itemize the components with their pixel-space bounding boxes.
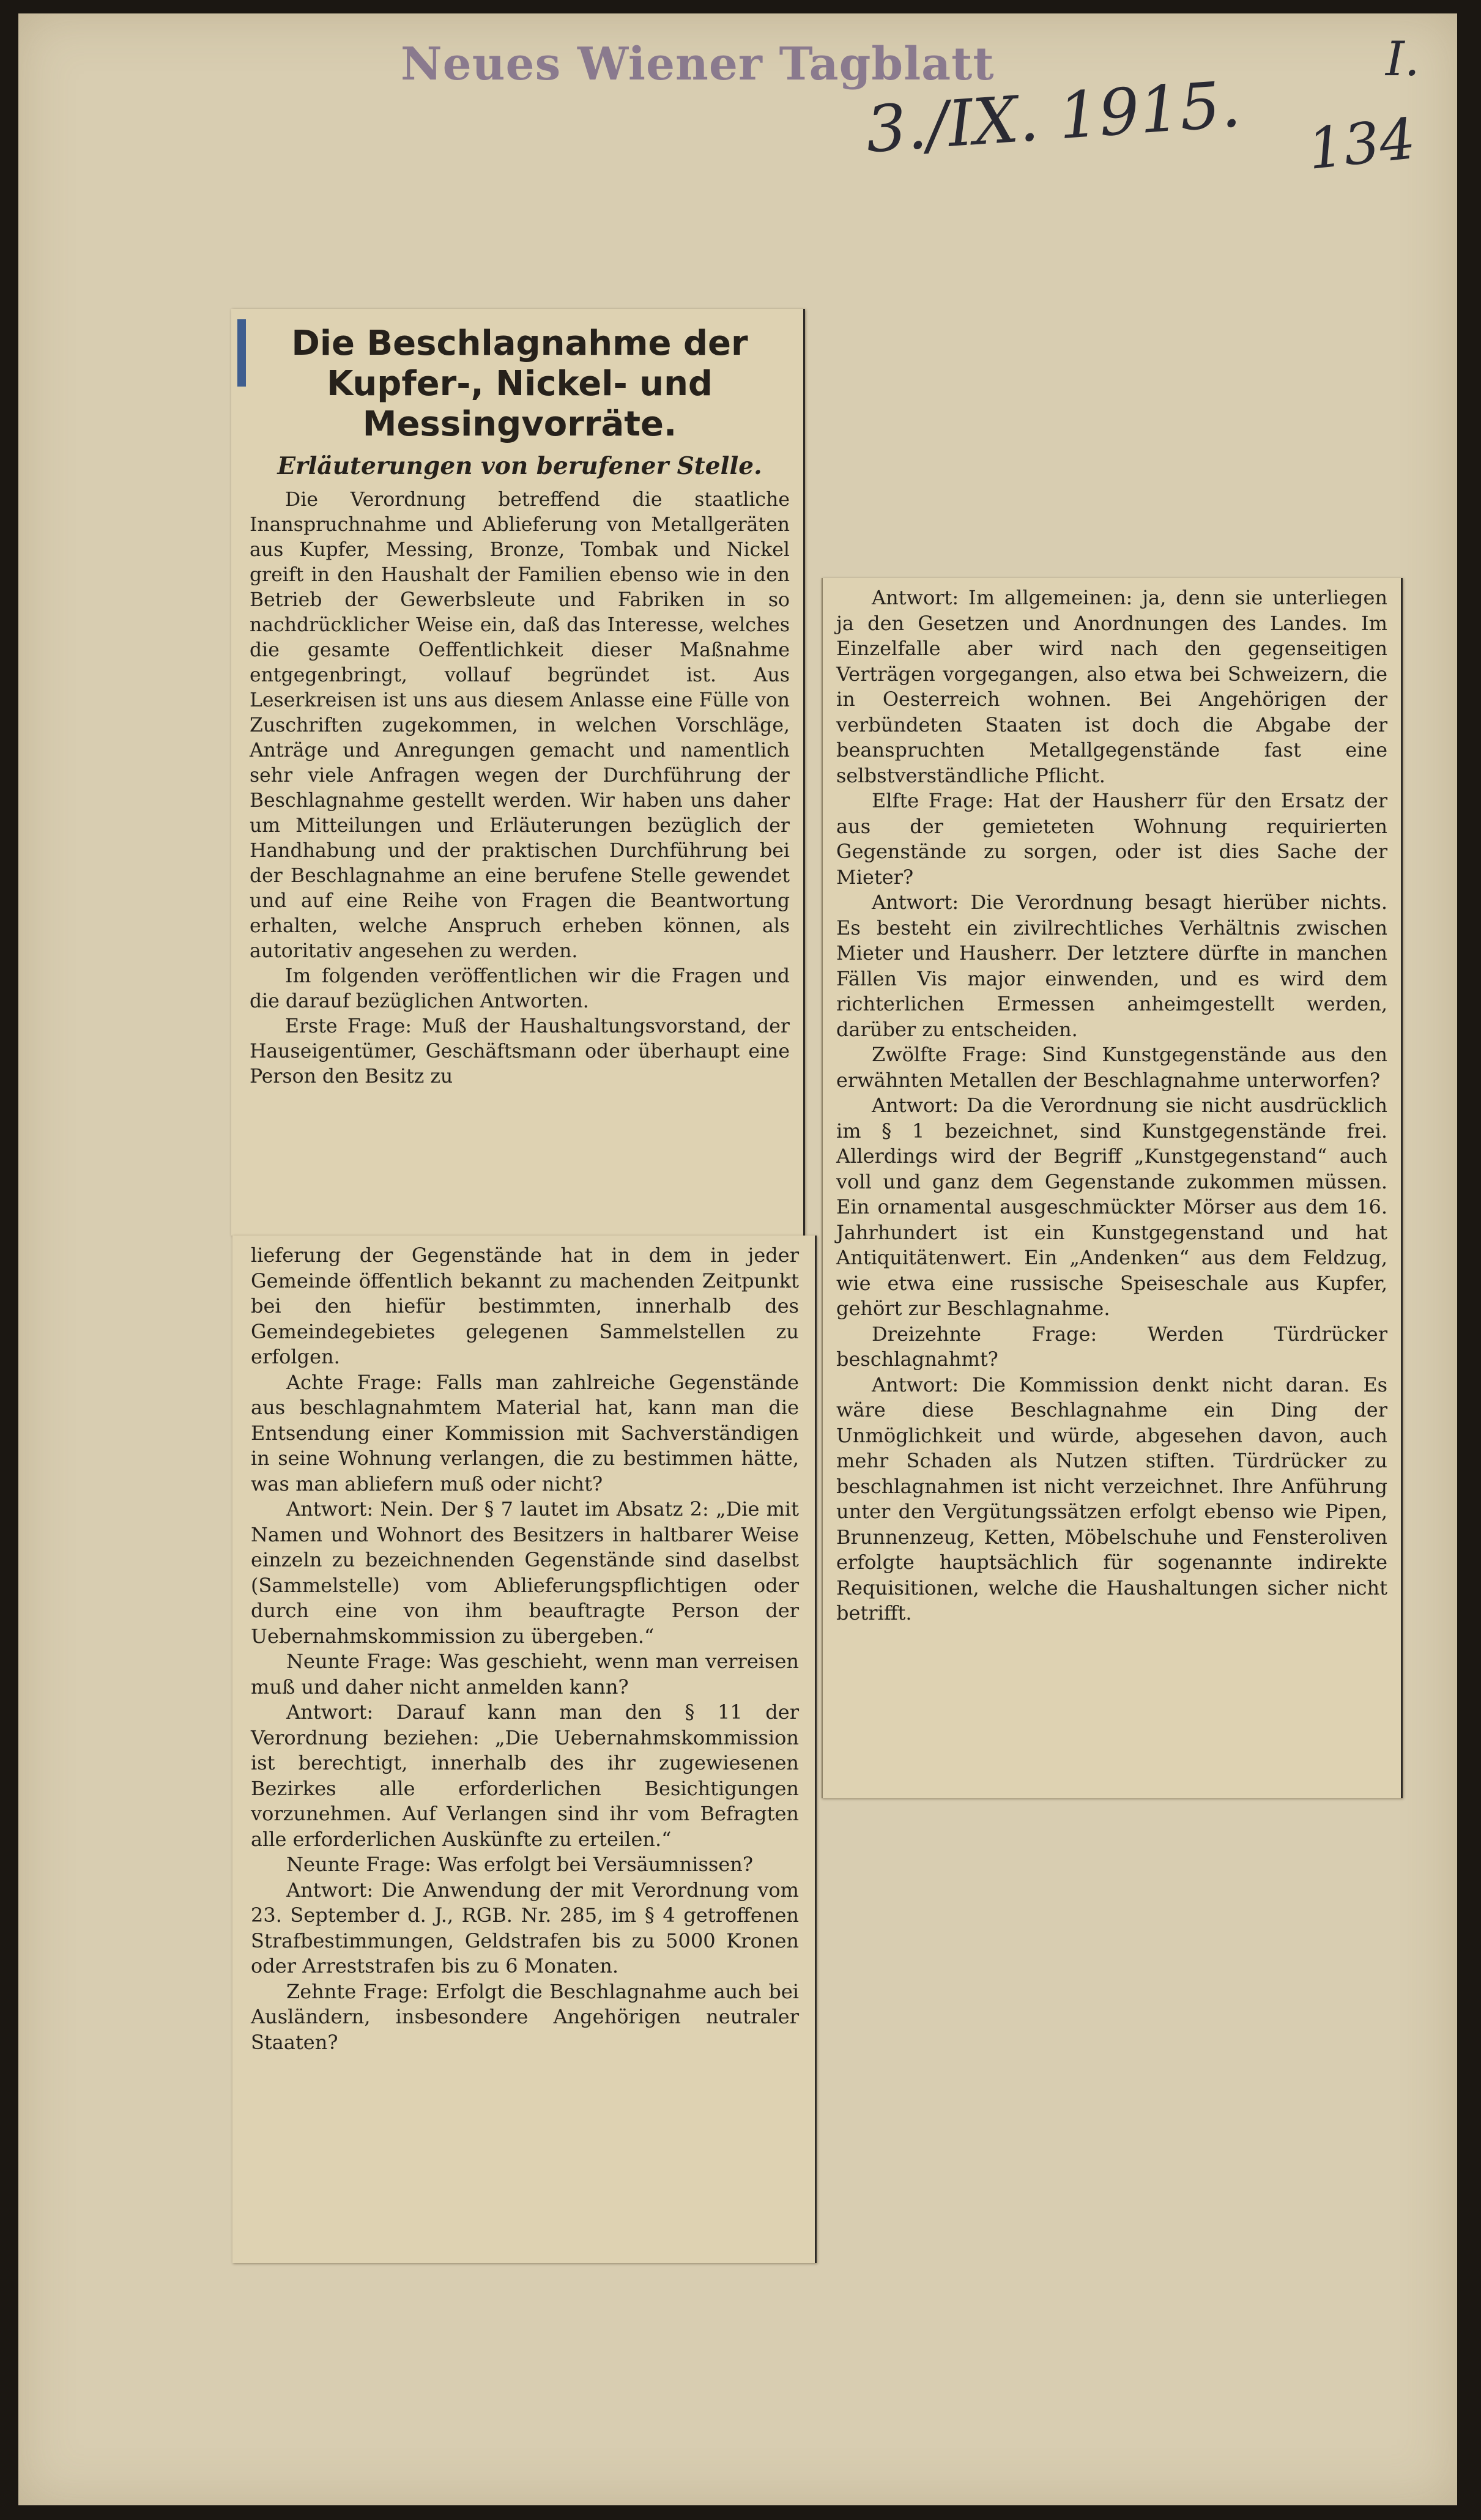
handwritten-folio-number: 134 bbox=[1304, 106, 1419, 182]
answer-paragraph: Antwort: Darauf kann man den § 11 der Verordnung beziehen: „Die Uebernahmskommission ist berechtigt, innerhalb des ihr zugewiesenen Bezirkes alle erforderlichen Besichtigungen vorzunehmen. Auf Verlangen sind ihr vom Befragten alle erforderlichen Auskünfte zu erteilen.“ bbox=[251, 1700, 799, 1851]
question-paragraph: Zehnte Frage: Erfolgt die Beschlagnahme auch bei Ausländern, insbesondere Angehörigen neutraler Staaten? bbox=[251, 1979, 799, 2054]
handwritten-date: 3./IX. 1915. bbox=[863, 66, 1243, 168]
question-paragraph: Neunte Frage: Was erfolgt bei Versäumnissen? bbox=[286, 1853, 754, 1876]
article-subheadline: Erläuterungen von berufener Stelle. bbox=[277, 452, 762, 480]
article-paragraph: Im folgenden veröffentlichen wir die Fragen und die darauf bezüglichen Antworten. bbox=[250, 965, 790, 1012]
newspaper-masthead-stamp: Neues Wiener Tagblatt bbox=[401, 38, 995, 91]
answer-paragraph: Antwort: Die Verordnung besagt hierüber nichts. Es besteht ein zivilrechtliches Verhältnis zwischen Mieter und Hausherr. Der letztere dürfte in manchen Fällen Vis major einwenden, und es wird dem richterlichen Ermessen anheimgestellt werden, darüber zu entscheiden. bbox=[836, 891, 1387, 1041]
answer-paragraph: Antwort: Die Kommission denkt nicht daran. Es wäre diese Beschlagnahme ein Ding der Unmöglichkeit und würde, abgesehen davon, auch mehr Schaden als Nutzen stiften. Türdrücker zu beschlagnahmen ist nicht verzeichnet. Ihre Anführung unter den Vergütungssätzen erfolgt ebenso wie Pipen, Brunnenzeug, Ketten, Möbelschuhe und Fensteroliven erfolgte hauptsächlich für sogenannte indirekte Requisitionen, welche die Haushaltungen sicher nicht betrifft. bbox=[836, 1373, 1387, 1625]
question-paragraph: Achte Frage: Falls man zahlreiche Gegenstände aus beschlagnahmtem Material hat, kann man die Entsendung einer Kommission mit Sachverständigen in seine Wohnung verlangen, die zu bestimmen hätte, was man abliefern muß oder nicht? bbox=[251, 1370, 799, 1495]
blue-pencil-mark bbox=[237, 319, 246, 387]
question-paragraph: Zwölfte Frage: Sind Kunstgegenstände aus den erwähnten Metallen der Beschlagnahme unterworfen? bbox=[836, 1043, 1387, 1092]
question-paragraph: Erste Frage: Muß der Haushaltungsvorstand, der Hauseigentümer, Geschäftsmann oder überhaupt eine Person den Besitz zu bbox=[250, 1015, 790, 1088]
handwritten-sheet-mark: I. bbox=[1386, 32, 1420, 87]
clipping-column-2 bbox=[232, 1236, 817, 2263]
article-paragraph: Die Verordnung betreffend die staatliche Inanspruchnahme und Ablieferung von Metallgeräten aus Kupfer, Messing, Bronze, Tombak und Nickel greift in den Haushalt der Familien ebenso wie in den Betrieb der Gewerbsleute und Fabriken in so nachdrücklicher Weise ein, daß das Interesse, welches die gesamte Oeffentlichkeit dieser Maßnahme entgegenbringt, vollauf begründet ist. Aus Leserkreisen ist uns aus diesem Anlasse eine Fülle von Zuschriften zugekommen, in welchen Vorschläge, Anträge und Anregungen gemacht und namentlich sehr viele Anfragen wegen der Durchführung der Beschlagnahme gestellt werden. Wir haben uns daher um Mitteilungen und Erläuterungen bezüglich der Handhabung und der praktischen Durchführung bei der Beschlagnahme an eine berufene Stelle gewendet und auf eine Reihe von Fragen die Beantwortung erhalten, welche Anspruch erheben können, als autoritativ angesehen zu werden. bbox=[250, 489, 790, 962]
question-paragraph: Elfte Frage: Hat der Hausherr für den Ersatz der aus der gemieteten Wohnung requirierten Gegenstände zu sorgen, oder ist dies Sache der Mieter? bbox=[836, 789, 1387, 889]
answer-paragraph: Antwort: Nein. Der § 7 lautet im Absatz 2: „Die mit Namen und Wohnort des Besitzers in haltbarer Weise einzeln zu bezeichnenden Gegenstände sind daselbst (Sammelstelle) vom Ablieferungspflichtigen oder durch eine von ihm beauftragte Person der Uebernahmskommission zu übergeben.“ bbox=[251, 1497, 799, 1648]
clipping-column-3 bbox=[822, 578, 1403, 1798]
clipping-column-1 bbox=[231, 309, 805, 1236]
article-paragraph: lieferung der Gegenstände hat in dem in jeder Gemeinde öffentlich bekannt zu machenden Zeitpunkt bei den hiefür bestimmten, innerhalb des Gemeindegebietes gelegenen Sammelstellen zu erfolgen. bbox=[251, 1243, 799, 1368]
answer-paragraph: Antwort: Im allgemeinen: ja, denn sie unterliegen ja den Gesetzen und Anordnungen des Landes. Im Einzelfalle aber wird nach den gegenseitigen Verträgen vorgegangen, also etwa bei Schweizern, die in Oesterreich wohnen. Bei Angehörigen der verbündeten Staaten ist doch die Abgabe der beanspruchten Metallgegenstände fast eine selbstverständliche Pflicht. bbox=[836, 586, 1387, 787]
question-paragraph: Dreizehnte Frage: Werden Türdrücker beschlagnahmt? bbox=[836, 1322, 1387, 1371]
question-paragraph: Neunte Frage: Was geschieht, wenn man verreisen muß und daher nicht anmelden kann? bbox=[251, 1650, 799, 1699]
answer-paragraph: Antwort: Die Anwendung der mit Verordnung vom 23. September d. J., RGB. Nr. 285, im § 4 getroffenen Strafbestimmungen, Geldstrafen bis zu 5000 Kronen oder Arreststrafen bis zu 6 Monaten. bbox=[251, 1878, 799, 1977]
answer-paragraph: Antwort: Da die Verordnung sie nicht ausdrücklich im § 1 bezeichnet, sind Kunstgegenstände frei. Allerdings wird der Begriff „Kunstgegenstand“ auch voll und ganz dem Gegenstande zukommen müssen. Ein ornamental ausgeschmückter Mörser aus dem 16. Jahrhundert ist ein Kunstgegenstand und hat Antiquitätenwert. Ein „Andenken“ aus dem Feldzug, wie etwa eine russische Speiseschale aus Kupfer, gehört zur Beschlagnahme. bbox=[836, 1094, 1387, 1320]
article-headline: Die Beschlagnahme der Kupfer-, Nickel- und Messingvorräte. bbox=[291, 324, 748, 444]
